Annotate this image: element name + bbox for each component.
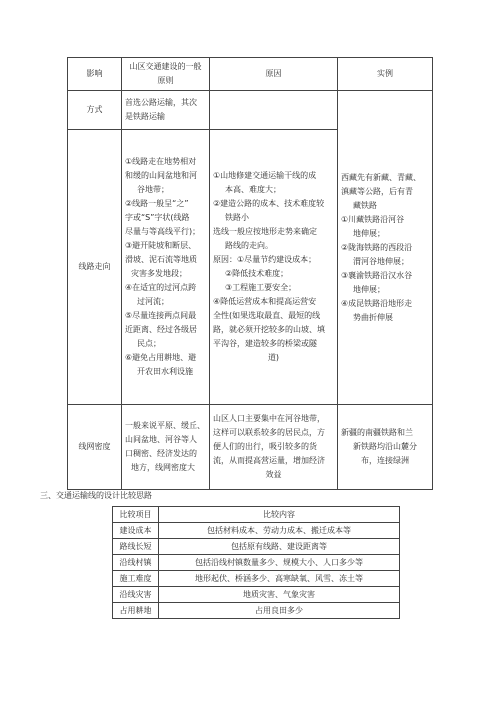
header-influence: 影响 bbox=[68, 58, 122, 91]
row-value: 地质灾害、气象灾害 bbox=[159, 587, 400, 603]
row-key: 建设成本 bbox=[113, 523, 159, 539]
row-label-mode: 方式 bbox=[68, 91, 122, 130]
table-row bbox=[113, 523, 400, 539]
table-header-row bbox=[113, 507, 400, 523]
route-reasons: ①山地修建交通运输干线的成 本高、难度大； ②建造公路的成本、技术难度较 铁路小 选线一般应按地形走势来确定 路线的走向。 原因：①尽量节约建设成本； ②降低技术难度； ③工程施工要安全； ④降低运营成本和提高运营安 全性(如果选取最直、最短的线 路，就必须开挖较多的山坡、填 平沟谷，建造较多的桥梁或隧 道) bbox=[210, 130, 338, 405]
mode-principle: 首选公路运输，其次 是铁路运输 bbox=[122, 91, 210, 130]
row-key: 沿线灾害 bbox=[113, 587, 159, 603]
comparison-table-mountain-transport bbox=[67, 57, 433, 490]
table-row bbox=[113, 539, 400, 555]
table-row bbox=[113, 571, 400, 587]
table-row bbox=[113, 555, 400, 571]
row-value: 包括沿线村镇数量多少、规模大小、人口多少等 bbox=[159, 555, 400, 571]
table-row bbox=[113, 587, 400, 603]
table-header-row bbox=[68, 58, 433, 91]
row-value: 包括材料成本、劳动力成本、搬迁成本等 bbox=[159, 523, 400, 539]
density-examples: 新疆的南疆铁路和兰 新铁路均沿山麓分 布，连接绿洲 bbox=[338, 405, 433, 490]
route-principles: ①线路走在地势相对 和缓的山间盆地和河 谷地带； ②线路一般呈“之” 字或“S”字状(线路 尽量与等高线平行)； ③避开陡坡和断层、 滑坡、泥石流等地质 灾害多发地段； ④在适宜的过河点跨 过河流； ⑤尽量连接两点间最 近距离、经过各级居 民点； ⑥避免占用耕地、避 开农田水利设施 bbox=[122, 130, 210, 405]
header-content: 比较内容 bbox=[159, 507, 400, 523]
density-reasons: 山区人口主要集中在河谷地带， 这样可以联系较多的居民点，方 便人们的出行，吸引较多的货 流，从而提高营运量，增加经济 效益 bbox=[210, 405, 338, 490]
route-examples: 西藏先有新藏、青藏、 滇藏等公路，后有青 藏铁路 ①川藏铁路沿河谷 地伸展； ②陇海铁路的西段沿 渭河谷地伸展； ③襄渝铁路沿汉水谷 地伸展； ④成昆铁路沿地形走 势曲折伸展 bbox=[338, 91, 433, 405]
row-value: 地形起伏、桥涵多少、高寒缺氧、风雪、冻土等 bbox=[159, 571, 400, 587]
row-value: 占用良田多少 bbox=[159, 603, 400, 619]
table-row bbox=[113, 603, 400, 619]
header-principle: 山区交通建设的一般 原则 bbox=[122, 58, 210, 91]
row-value: 包括原有线路、建设距离等 bbox=[159, 539, 400, 555]
design-comparison-table bbox=[112, 506, 400, 619]
row-key: 沿线村镇 bbox=[113, 555, 159, 571]
mode-reason-cell bbox=[210, 91, 338, 130]
row-key: 施工难度 bbox=[113, 571, 159, 587]
table-row-mode bbox=[68, 91, 433, 130]
density-principles: 一般来说平原、缓丘、 山间盆地、河谷等人 口稠密、经济发达的 地方，线网密度大 bbox=[122, 405, 210, 490]
row-label-density: 线网密度 bbox=[68, 405, 122, 490]
section-title: 三、交通运输线的设计比较思路 bbox=[40, 491, 152, 500]
header-reason: 原因 bbox=[210, 58, 338, 91]
header-example: 实例 bbox=[338, 58, 433, 91]
row-key: 路线长短 bbox=[113, 539, 159, 555]
row-label-route: 线路走向 bbox=[68, 130, 122, 405]
table-row-network-density bbox=[68, 405, 433, 490]
header-item: 比较项目 bbox=[113, 507, 159, 523]
row-key: 占用耕地 bbox=[113, 603, 159, 619]
